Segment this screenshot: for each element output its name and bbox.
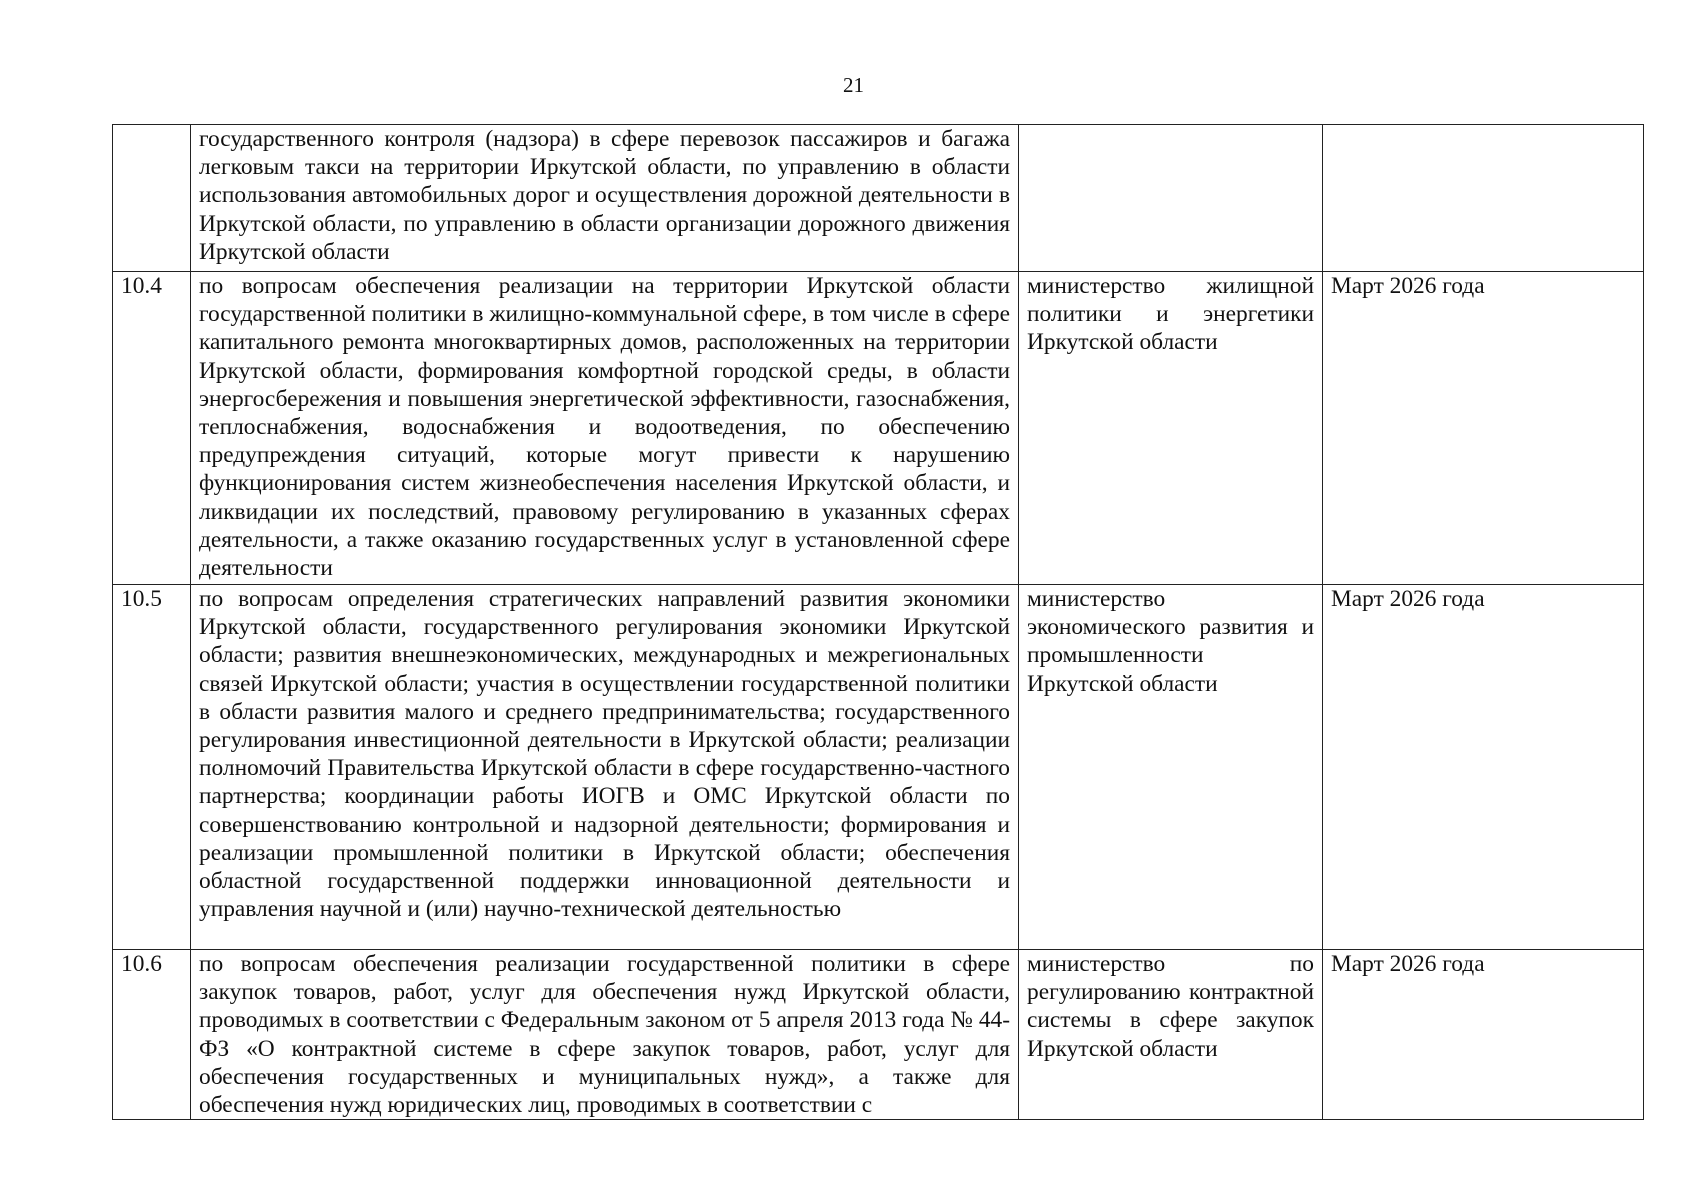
table-row: [113, 585, 1644, 950]
row-responsible: [1019, 125, 1323, 272]
row-responsible: министерство экономического развития и промышленности Иркутской области: [1019, 585, 1323, 950]
page-number: 21: [843, 73, 864, 97]
row-number: [113, 125, 191, 272]
row-deadline: [1323, 125, 1644, 272]
row-description: по вопросам определения стратегических направлений развития экономики Иркутской области, государственного регулирования экономики Иркутской области; развития внешнеэкономических, международных и межрегиональных связей Иркутской области; участия в осуществлении государственной политики в области развития малого и среднего предпринимательства; государственного регулирования инвестиционной деятельности в Иркутской области; реализации полномочий Правительства Иркутской области в сфере государственно-частного партнерства; координации работы ИОГВ и ОМС Иркутской области по совершенствованию контрольной и надзорной деятельности; формирования и реализации промышленной политики в Иркутской области; обеспечения областной государственной поддержки инновационной деятельности и управления научной и (или) научно-технической деятельностью: [191, 585, 1019, 950]
row-number: 10.4: [113, 272, 191, 585]
row-number: 10.6: [113, 950, 191, 1120]
row-number: 10.5: [113, 585, 191, 950]
row-deadline: Март 2026 года: [1323, 585, 1644, 950]
table-row: [113, 950, 1644, 1120]
row-description: государственного контроля (надзора) в сфере перевозок пассажиров и багажа легковым такси на территории Иркутской области, по управлению в области использования автомобильных дорог и осуществления дорожной деятельности в Иркутской области, по управлению в области организации дорожного движения Иркутской области: [191, 125, 1019, 272]
row-responsible: министерство по регулированию контрактной системы в сфере закупок Иркутской области: [1019, 950, 1323, 1120]
plan-table: [112, 124, 1644, 1120]
row-responsible: министерство жилищной политики и энергетики Иркутской области: [1019, 272, 1323, 585]
table-row: [113, 125, 1644, 272]
row-deadline: Март 2026 года: [1323, 272, 1644, 585]
row-description: по вопросам обеспечения реализации государственной политики в сфере закупок товаров, работ, услуг для обеспечения нужд Иркутской области, проводимых в соответствии с Федеральным законом от 5 апреля 2013 года № 44-ФЗ «О контрактной системе в сфере закупок товаров, работ, услуг для обеспечения государственных и муниципальных нужд», а также для обеспечения нужд юридических лиц, проводимых в соответствии с: [191, 950, 1019, 1120]
table-row: [113, 272, 1644, 585]
row-description: по вопросам обеспечения реализации на территории Иркутской области государственной политики в жилищно-коммунальной сфере, в том числе в сфере капитального ремонта многоквартирных домов, расположенных на территории Иркутской области, формирования комфортной городской среды, в области энергосбережения и повышения энергетической эффективности, газоснабжения, теплоснабжения, водоснабжения и водоотведения, по обеспечению предупреждения ситуаций, которые могут привести к нарушению функционирования систем жизнеобеспечения населения Иркутской области, и ликвидации их последствий, правовому регулированию в указанных сферах деятельности, а также оказанию государственных услуг в установленной сфере деятельности: [191, 272, 1019, 585]
row-deadline: Март 2026 года: [1323, 950, 1644, 1120]
